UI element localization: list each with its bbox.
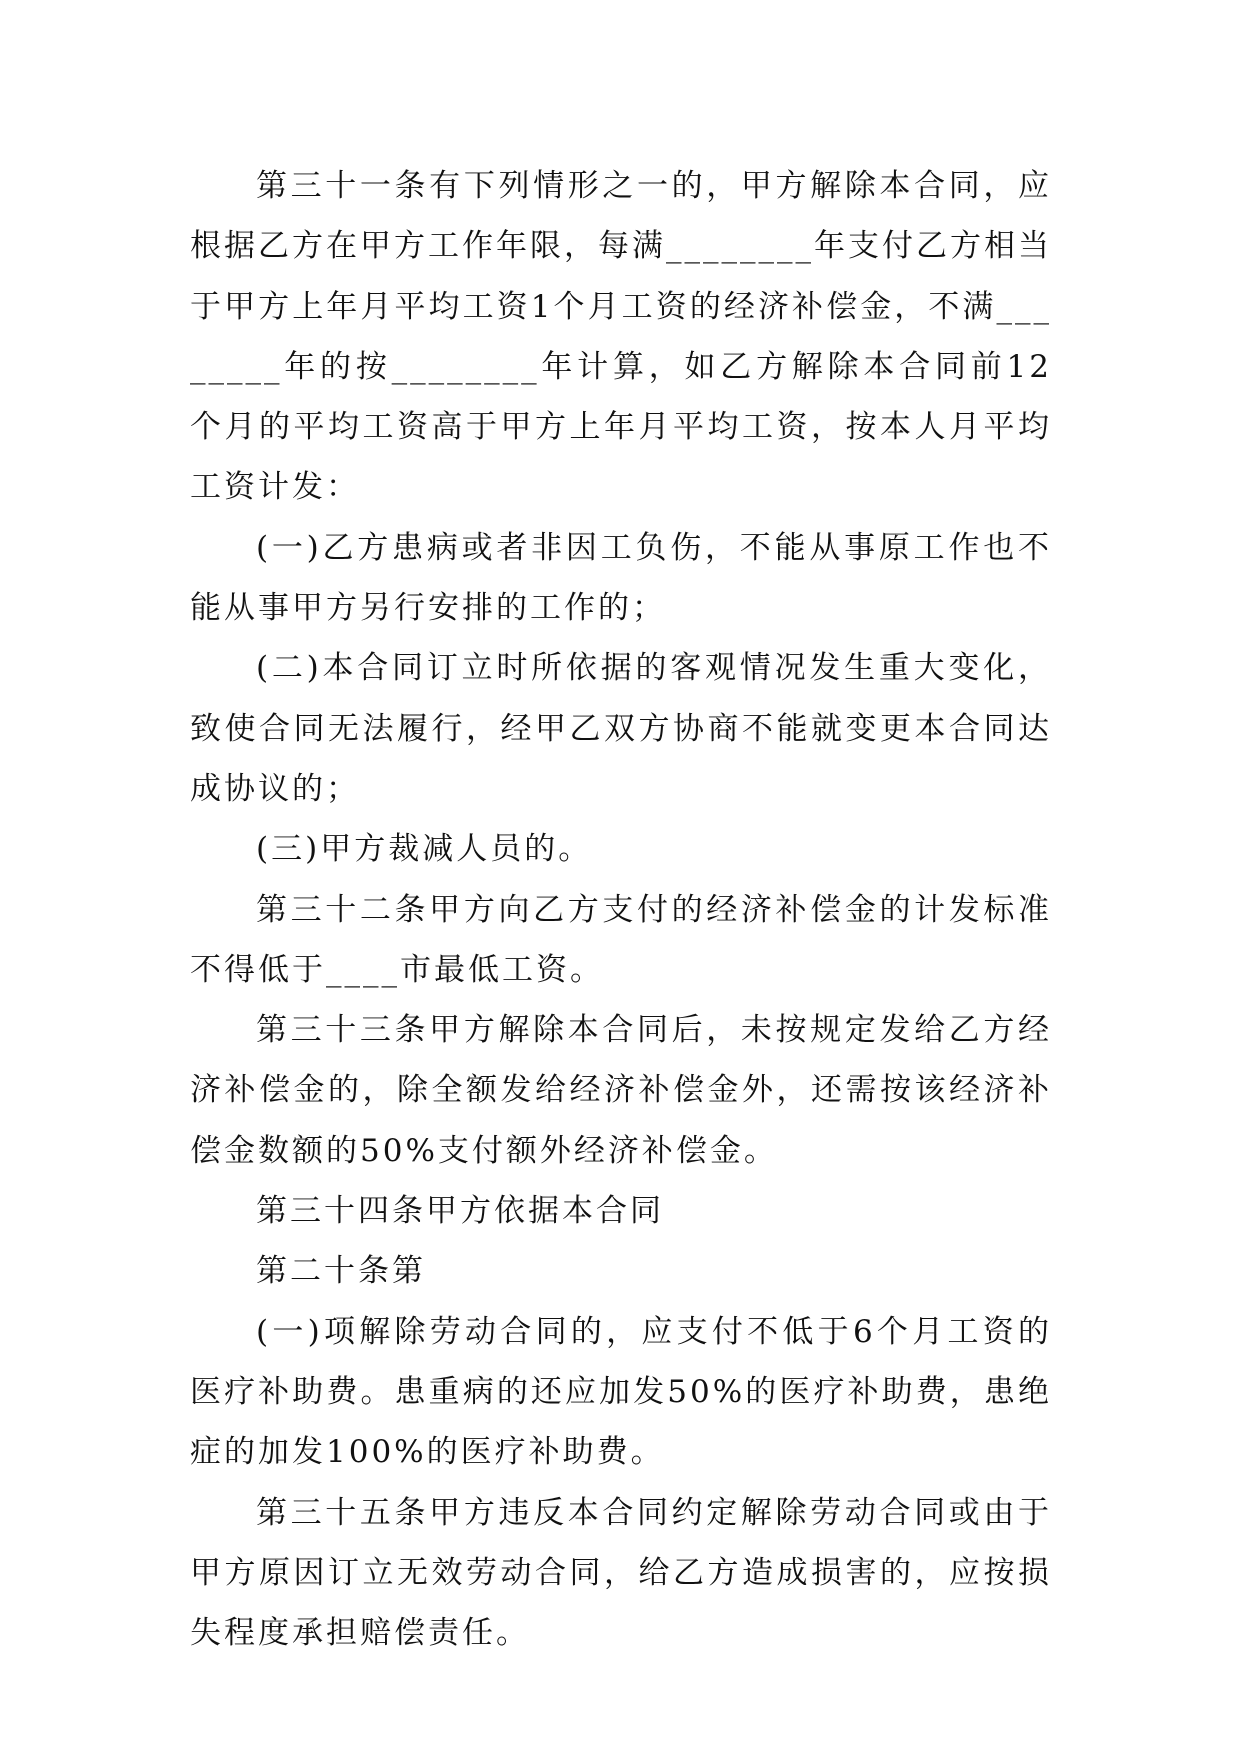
- article-31-item-1: (一)乙方患病或者非因工负伤，不能从事原工作也不能从事甲方另行安排的工作的；: [190, 529, 1052, 627]
- article-35-paragraph: 第三十五条甲方违反本合同约定解除劳动合同或由于甲方原因订立无效劳动合同，给乙方造成损害的，应按损失程度承担赔偿责任。: [190, 1494, 1052, 1652]
- article-32-paragraph: 第三十二条甲方向乙方支付的经济补偿金的计发标准不得低于____市最低工资。: [190, 891, 1052, 988]
- article-31-item-2: (二)本合同订立时所依据的客观情况发生重大变化，致使合同无法履行，经甲乙双方协商不能就变更本合同达成协议的；: [190, 650, 1052, 807]
- article-31-item-3: (三)甲方裁减人员的。: [256, 831, 593, 868]
- article-34-item-1: (一)项解除劳动合同的，应支付不低于6个月工资的医疗补助费。患重病的还应加发50%的医疗补助费，患绝症的加发100%的医疗补助费。: [190, 1313, 1052, 1471]
- document-body: [190, 156, 1052, 1663]
- article-34-paragraph: 第三十四条甲方依据本合同: [256, 1193, 664, 1230]
- article-33-paragraph: 第三十三条甲方解除本合同后，未按规定发给乙方经济补偿金的，除全额发给经济补偿金外，还需按该经济补偿金数额的50%支付额外经济补偿金。: [190, 1012, 1052, 1169]
- article-31-paragraph: 第三十一条有下列情形之一的，甲方解除本合同，应根据乙方在甲方工作年限，每满________年支付乙方相当于甲方上年月平均工资1个月工资的经济补偿金，不满________年的按________年计算，如乙方解除本合同前12个月的平均工资高于甲方上年月平均工资，按本人月平均工资计发：: [190, 168, 1052, 506]
- article-34-reference: 第二十条第: [256, 1253, 426, 1290]
